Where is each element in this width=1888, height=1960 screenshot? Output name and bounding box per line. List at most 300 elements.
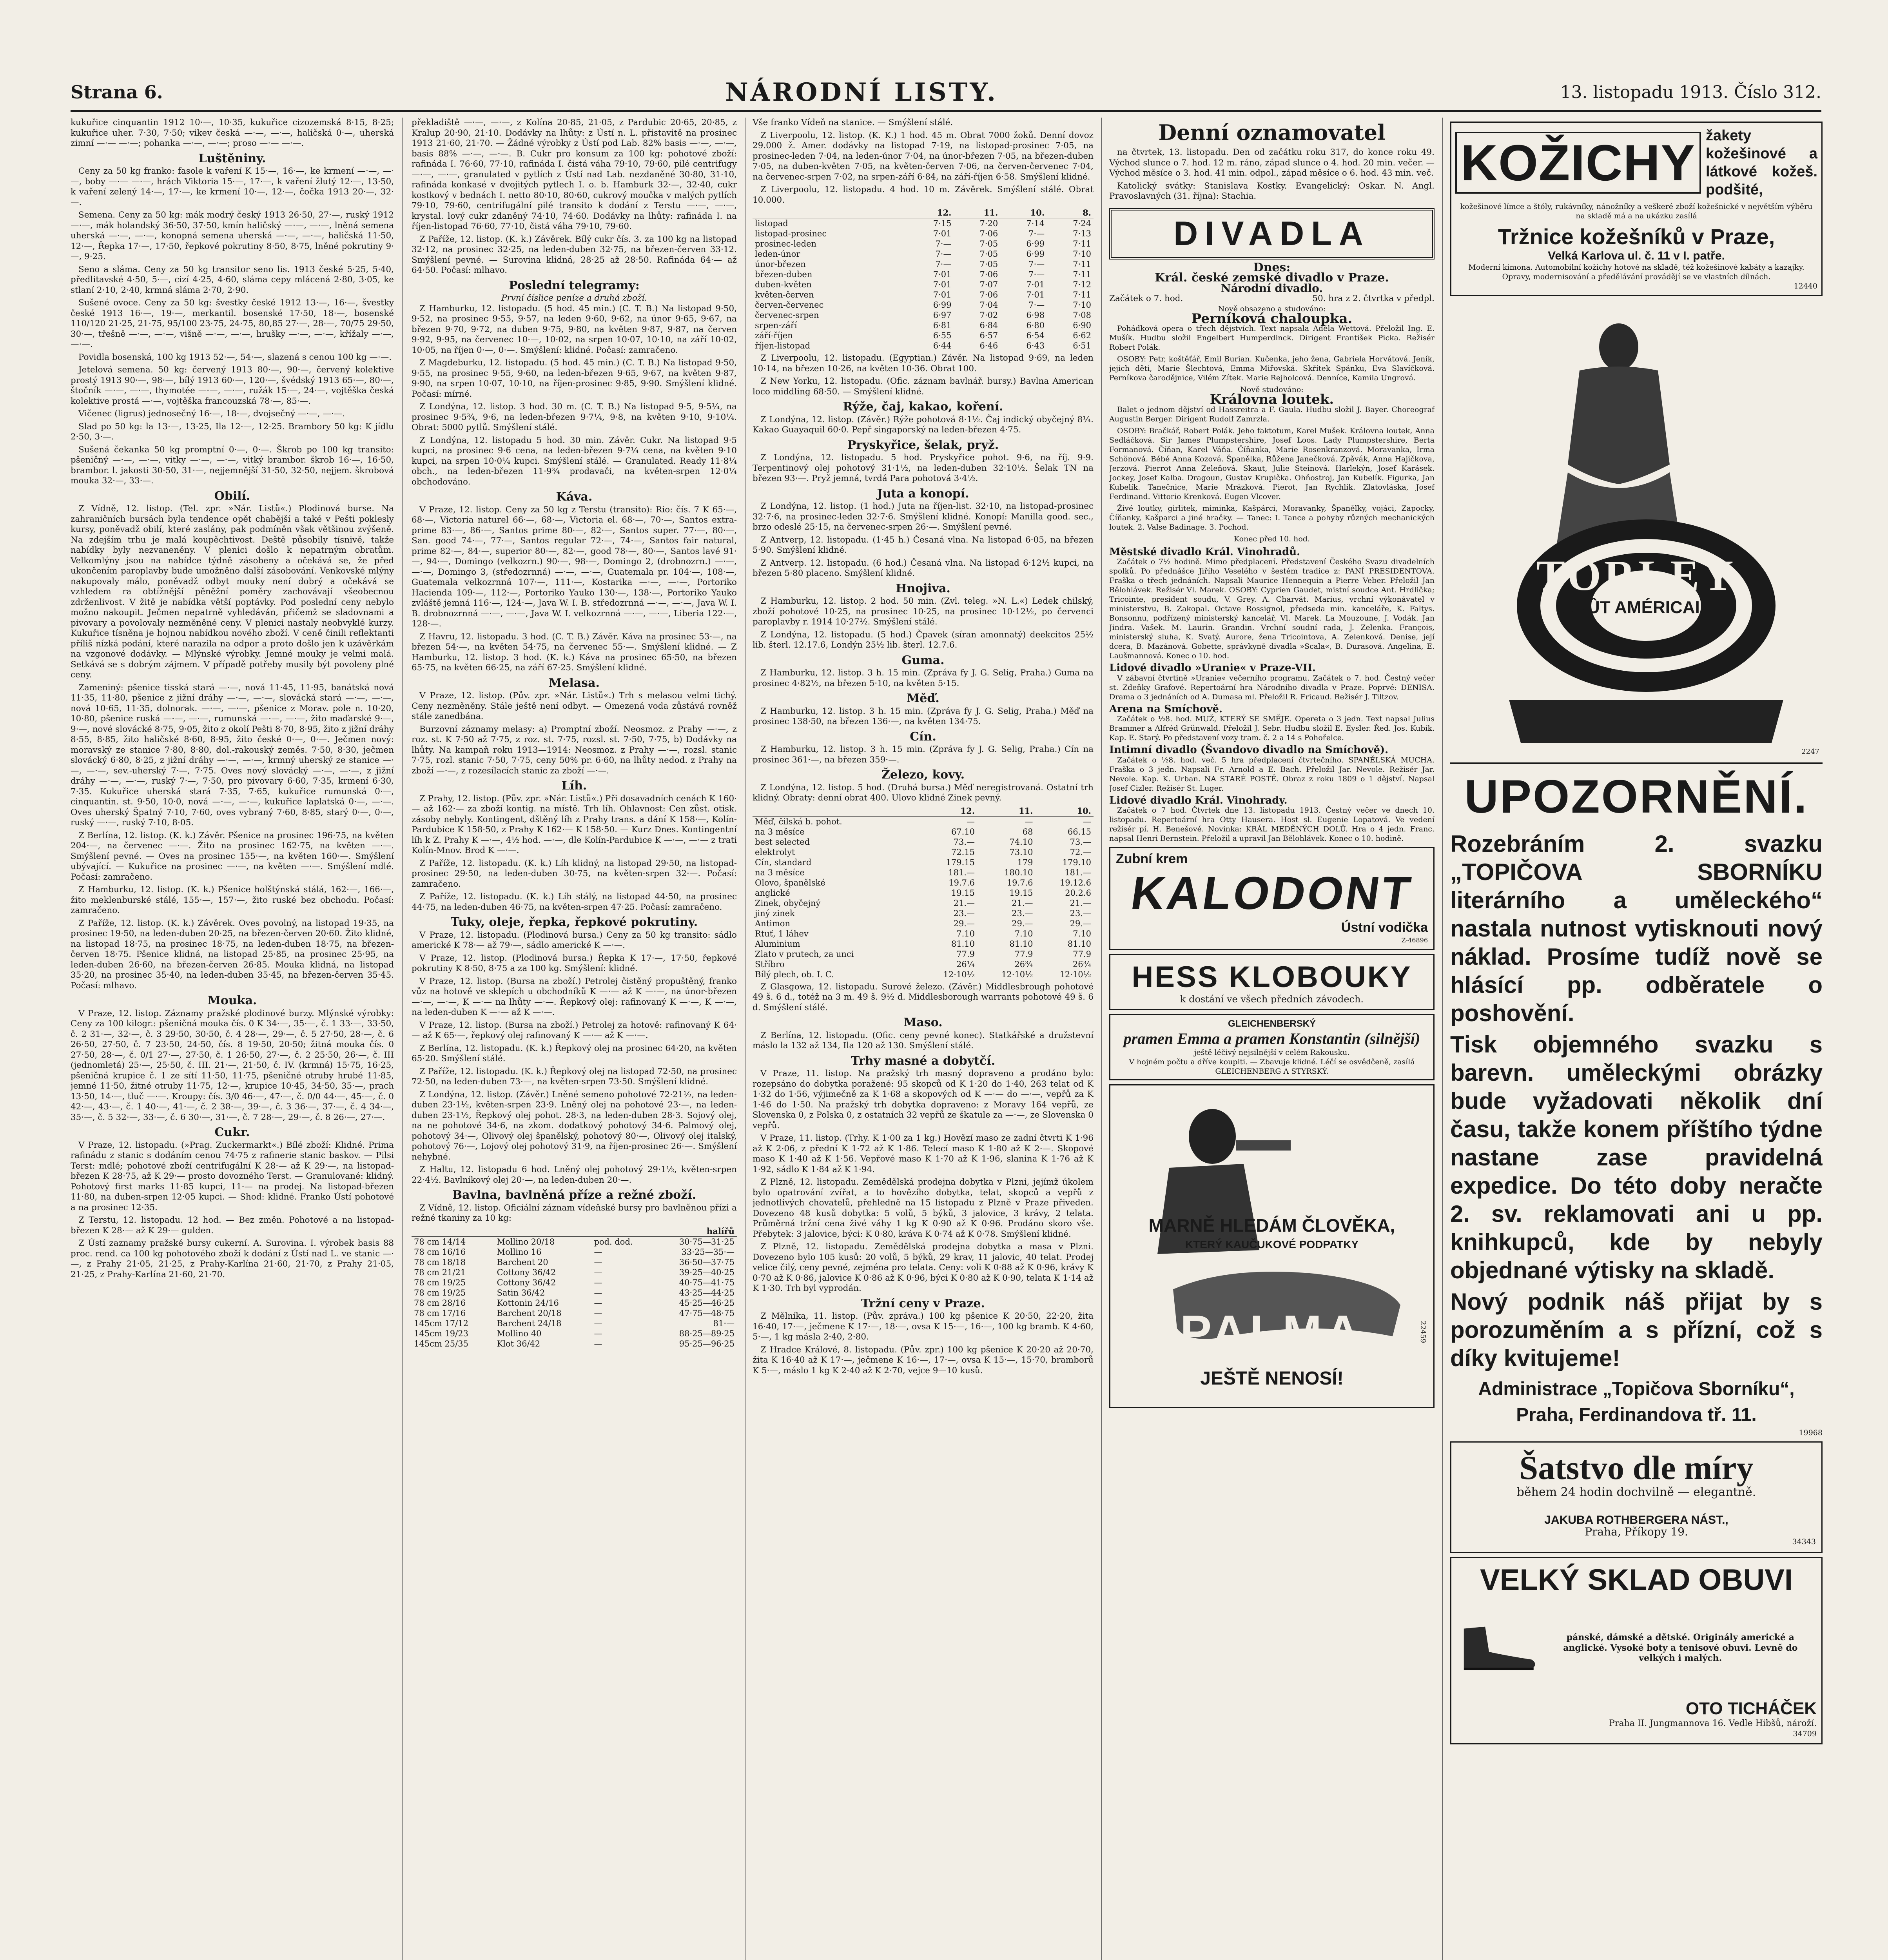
table-cell: 77.9: [1073, 949, 1091, 959]
table-cell: 181.—: [1065, 867, 1091, 877]
topic-announcement: [1450, 762, 1823, 1437]
table-cell: 7·08: [1073, 310, 1091, 320]
table-cell: 6·46: [979, 341, 998, 350]
table-cell: —: [1083, 817, 1091, 826]
table-cell: 7·05: [979, 239, 998, 249]
table-cell: —: [1025, 817, 1033, 826]
table-cell: 7·15: [933, 219, 952, 228]
column-1: [71, 118, 394, 1960]
table-cell: Olovo, španělské: [755, 878, 825, 887]
torley-logo: TORLEY: [1536, 552, 1737, 599]
market-paragraph: Z Liverpoolu, 12. listop. (K. K.) 1 hod. 45 m. Obrat 7000 žoků. Denní dovoz 29.000 ž. Amer. dodávky na listopad 7·19, na listopad-prosinec 7·05, na prosinec-leden 7·04, na leden-únor 7·04, na únor-březen 7·05, na březen-duben 7·05, na duben-květen 7·05, na květen-červen 7·06, na červen-červenec 7·04, na červenec-srpen 7·02, na srpen-září 6·84, na září-říjen 6·58. Smýšlení klidné.: [753, 130, 1094, 182]
table-cell: 7·02: [979, 310, 998, 320]
table-cell: 74.10: [1009, 837, 1033, 847]
market-paragraph: Z Plzně, 12. listopadu. Zemědělská prodejna dobytka a masa v Plzni. Dovezeno bylo 105 kusů: 20 volů, 5 býků, 29 krav, 11 jalovic, 40 telat. Prodej velice čilý, ceny pevné, zejména pro telata. Ceny: voli K 0·88 až K 0·96, krávy K 0·70 až K 0·86, jalovice K 0·86 až K 0·96, býci K 0·80 až K 0·90, telata K 1·14 až K 1·30. Trh byl vyprodán.: [753, 1242, 1094, 1293]
market-paragraph: Z Hradce Králové, 8. listopadu. (Pův. zpr.) 100 kg pšenice K 20·20 až 20·70, žita K 16·40 až K 17·—, ječmene K 16·—, 17·—, ovsa K 15·—, 15·70, bramborů K 5·—, máslo 1 kg K 2·40 až K 2·70, vejce 9—10 kusů.: [753, 1345, 1094, 1376]
theatre-name: Městské divadlo Král. Vinohradů.: [1109, 546, 1300, 558]
daily-notes: na čtvrtek, 13. listopadu. Den od začátku roku 317, do konce roku 49. Východ slunce o 7. hod. 12 m. ráno, západ slunce o 4. hod. 20 min. večer. — Východ měsíce o 3. hod. 41 min. odpol., západ měsíce o 6. hod. 43 min. več.: [1109, 147, 1435, 178]
table-cell: červenec-srpen: [755, 310, 819, 320]
column-rule: [1101, 118, 1102, 1960]
table-row: [753, 320, 1094, 330]
table-cell: 7·10: [1073, 249, 1091, 259]
table-row: [753, 888, 1094, 898]
table-cell: 43·25—44·25: [679, 1288, 735, 1298]
table-cell: říjen-listopad: [755, 341, 811, 350]
table-header-cell: 10.: [1000, 208, 1047, 218]
section-title: Měď.: [907, 691, 939, 705]
market-paragraph: Povidla bosenská, 100 kg 1913 52·—, 54·—, slazená s cenou 100 kg —·—.: [78, 352, 392, 362]
table-cell: 6·97: [933, 310, 952, 320]
table-header-cell: [753, 208, 907, 218]
table-cell: 7·06: [979, 270, 998, 279]
table-cell: 6·51: [1073, 341, 1091, 350]
section-title: Juta a konopí.: [877, 486, 969, 501]
table-cell: 179.15: [946, 857, 975, 867]
ad-text: k dostání ve všech předních závodech.: [1180, 993, 1364, 1005]
column-rule: [1442, 118, 1443, 1960]
market-paragraph: Z Berlína, 12. listop. (K. k.) Závěr. Pšenice na prosinec 196·75, na květen 204·—, na červenec —·—. Žito na prosinec 162·75, na květen —·—. Smýšlení pevné. — Oves na prosinec 155·—, na květen 160·—. Smýšlení ubývající. — Kukuřice na prosinec —·—, na květen —·—. Smýšlení mdlé. Počasí: zamračeno.: [71, 830, 394, 882]
ad-text: Moderní kimona. Automobilní kožichy hotové na skladě, též kožešinové kabáty a kazajky. Opravy, modernisování a předělávání provádějí se ve vlastních dílnách.: [1468, 263, 1805, 281]
section-title: Cukr.: [214, 1125, 250, 1139]
satstvo-ad: [1450, 1441, 1823, 1553]
table-cell: 72.15: [951, 847, 975, 857]
play-description: Balet o jednom dějství od Hassreitra a F. Gaula. Hudbu složil J. Bayer. Choreograf Augustin Berger. Dirigent Rudolf Zamrzla.: [1109, 405, 1435, 423]
table-cell: 7.10: [956, 929, 975, 938]
market-paragraph: Z Londýna, 12. listop. (Závěr.) Lněné semeno pohotové 72·21½, na leden-duben 23·1½, květen-srpen 23·9. Lněný olej na pohotové 23·—, na leden-duben 23·1½, Řepkový olej pohot. 28·3, na leden-duben 28·3. Sojový olej, na ne pohotové 34·6, na zkom. dodatkový pohotový 34·6. Palmový olej, pohotový 34·—, Olivový olej španělský, pohotový 80·—, Olivový olej italský, pohotový 76·—, Lojový olej pohotový 31·9, na říjen-prosinec 26·—. Smýšlení nehybné.: [412, 1089, 737, 1162]
table-cell: 7·01: [1026, 280, 1045, 289]
table-row: [753, 269, 1094, 279]
ad-label: Zubní krem: [1116, 851, 1188, 866]
table-header-cell: [591, 1226, 653, 1237]
ad-address: Praha II. Jungmannova 16. Vedle Hibšů, nároží.: [1609, 1719, 1817, 1728]
market-paragraph: V Praze, 12. listop. Ceny za 50 kg z Terstu (transito): Rio: čís. 7 K 65·—, 68·—, Victoria naturel 66·—, 68·—, Victoria el. 68·—, 70·—, Santos extra-prime 83·—, 86·—, Santos prime 80·—, 82·—, Santos super. 77·—, 80·—, San. good 74·—, 77·—, Santos regular 72·—, 74·—, Santos fair natural, prime 82·—, 84·—, superior 80·—, 82·—, good 78·—, 80·—, Santos lavé 91·—, 94·—, Domingo (velkozrn.) 90·—, 98·—, Domingo 2, (drobnozrn.) —·—, —·—, Domingo 3, (středozrnná) —·—, —·—, Guatemala pr. 104·—, 108·—, Guatemala velkozrnná 107·—, 111·—, Kostarika —·—, —·—, Portoriko Hacienda 109·—, 112·—, Portoriko Yauko 130·—, 138·—, Portoriko Yauko zvláště jemná 116·—, 124·—, Java W. I. B. středozrnná —·—, —·—, Java W. I. B. drobnozrnná —·—, —·—, Java W. I. velkozrnná —·—, —·—, Liberia 122·—, 128·—.: [412, 505, 737, 629]
table-cell: 7·05: [979, 260, 998, 269]
table-cell: 39·25—40·25: [679, 1267, 735, 1277]
masthead: [71, 74, 1821, 112]
table-cell: 29.—: [1012, 918, 1033, 928]
market-paragraph: Z Antverp, 12. listopadu. (1·45 h.) Česaná vlna. Na listopad 6·05, na březen 5·90. Smýšlení klidné.: [753, 535, 1094, 555]
liverpool-cotton-table: [753, 208, 1094, 351]
table-cell: 181.—: [948, 867, 975, 877]
table-cell: Zinek, obyčejný: [755, 898, 821, 908]
market-paragraph: Z Paříže, 12. listopadu. (K. k.) Řepkový olej na listopad 72·50, na prosinec 72·50, na leden-duben 73·—, na květen-srpen 73·50. Smýšlení klidné.: [412, 1066, 737, 1087]
table-cell: 73.—: [1070, 837, 1091, 847]
figure-body-icon: [1568, 367, 1670, 484]
table-cell: Stříbro: [755, 959, 785, 969]
kalodont-logo: KALODONT: [1128, 867, 1416, 919]
table-cell: 6·99: [933, 300, 952, 310]
market-paragraph: Z Paříže, 12. listop. (K. k.) Závěrek. Bílý cukr čís. 3. za 100 kg na listopad 32·12, na prosinec 32·25, na leden-duben 32·75, na březen-červen 33·12. Smýšlení pevné. — Surovina klidná, 28·25 až 28·50. Rafináda 64·— až 64·50. Počasí: mlhavo.: [412, 234, 737, 275]
section-title: Rýže, čaj, kakao, koření.: [843, 400, 1003, 414]
table-row: [412, 1308, 737, 1318]
table-cell: 77.9: [956, 949, 975, 959]
ad-text: pánské, dámské a dětské. Originály americké a anglické. Vysoké boty a tenisové obuvi. Levně do velkých i malých.: [1563, 1632, 1798, 1664]
table-cell: Mollino 16: [497, 1247, 542, 1257]
table-cell: 26¾: [1072, 959, 1091, 969]
ad-text: kožešinové límce a štóly, rukávníky, nánožníky a veškeré zboží kožešnické v největším výběru na skladě má a na ukázku zasílá: [1460, 202, 1813, 220]
table-cell: na 3 měsíce: [755, 867, 805, 877]
table-cell: —: [594, 1257, 602, 1267]
ad-number: 34343: [1792, 1537, 1816, 1546]
cotton-yarn-table: [412, 1226, 737, 1349]
torley-slogan: GOÛT AMÉRICAIN: [1560, 598, 1712, 617]
table-cell: Satin 36/42: [497, 1288, 545, 1298]
market-paragraph: Z Magdeburku, 12. listopadu. (5 hod. 45 min.) (C. T. B.) Na listopad 9·50, 9·55, na prosinec 9·55, 9·60, na leden-březen 9·65, 9·67, na květen 9·87, 9·90, na srpen 10·07, 10·10, na říjen-prosinec 9·85, 9·90. Smýšlení klidné. Počasí: mírné.: [412, 358, 737, 399]
table-row: [412, 1278, 737, 1288]
table-cell: na 3 měsíce: [755, 827, 805, 837]
table-cell: 29.—: [953, 918, 975, 928]
table-cell: 7·11: [1073, 260, 1091, 269]
ad-heading: GLEICHENBERSKÝ: [1228, 1018, 1316, 1029]
market-paragraph: V Praze, 12. listop. Záznamy pražské plodinové burzy. Mlýnské výrobky: Ceny za 100 kilogr.: pšeničná mouka čís. 0 K 34·—, 35·—, č. 1 33·—, 33·50, č. 2 31·—, 32·—, č. 3 29·50, 30·50, č. 4 28·—, 29·—, č. 5 27·50, 28·—, č. 6 26·50, 27·50, č. 7 23·50, 24·50, čís. 8 19·50, 20·50; žitná mouka čís. 0 27·50, 28·—, č. 0/1 27·—, 27·50, č. 1 26·50, 27·—, č. 2 25·50, 26·—, č. III (jednomletá) 25·—, 25·50, č. III. 21·—, 21·50, č. IV. (krmná) 15·75, 16·25, pšeničná krupice č. 1 ze sítí 11·50, 11·75, pšeničné otruby hrubé 11·85, jemné 11·50, žitné otruby 11·75, 12·—, krupice 10·45, 34·50, 35·—, prach 13·50, 14·—, tluč —·—. Kroupy: čís. 3/0 46·—, 47·—, č. 0/0 44·—, 45·—, č. 0 42·—, 43·—, č. 1 40·—, 41·—, č. 2 38·—, 39·—, č. 3 36·—, 37·—, č. 4 34·—, 35·—, č. 5 32·—, 33·—, č. 6 30·—, 31·—, č. 7 28·—, 29·—, č. 8 26·—, 27·—.: [71, 1008, 394, 1122]
table-cell: Barchent 20/18: [497, 1308, 562, 1318]
table-cell: —: [594, 1278, 602, 1287]
section-title: Železo, kovy.: [881, 768, 965, 782]
table-header-cell: 12.: [907, 208, 954, 218]
market-paragraph: Z Liverpoolu, 12. listopadu. (Egyptian.) Závěr. Na listopad 9·69, na leden 10·14, na březen 10·26, na květen 10·36. Obrat 100.: [753, 353, 1094, 374]
table-cell: 12·10½: [1059, 969, 1091, 979]
table-cell: —: [594, 1339, 602, 1348]
figure-head-icon: [1599, 323, 1638, 370]
section-title: Káva.: [556, 490, 593, 504]
table-cell: —: [594, 1267, 602, 1277]
table-cell: —: [594, 1298, 602, 1308]
announcement-body: Nový podnik náš přijat by s porozuměním a s přízní, což s díky kvitujeme!: [1450, 1289, 1823, 1371]
table-cell: 7·01: [933, 280, 952, 289]
table-cell: 179.10: [1062, 857, 1091, 867]
ad-text: během 24 hodin dochvilně — elegantně.: [1516, 1485, 1756, 1499]
ad-title: VELKÝ SKLAD OBUVI: [1480, 1563, 1793, 1597]
start-time: Začátek o 7. hod.: [1109, 294, 1183, 303]
table-row: [412, 1339, 737, 1349]
table-cell: 36·50—37·75: [679, 1257, 735, 1267]
column-2: [412, 118, 737, 1960]
table-cell: anglické: [755, 888, 790, 898]
table-cell: 7·12: [1073, 280, 1091, 289]
play-description: Pohádková opera o třech dějstvích. Text napsala Adéla Wettová. Přeložil Ing. E. Mušík. Hudbu složil Engelbert Humperdinck. Dirigent František Picka. Režisér Robert Polák.: [1109, 324, 1435, 352]
table-row: [412, 1298, 737, 1308]
table-row: [753, 847, 1094, 857]
market-paragraph: Z Londýna, 12. listop. 5 hod. (Druhá bursa.) Měď neregistrovaná. Ostatní trh klidný. Obraty: denní obrat 400. Ulovo klidné Zinek pevný.: [753, 782, 1094, 803]
table-cell: 145cm 25/35: [414, 1339, 468, 1348]
table-cell: leden-únor: [755, 249, 800, 259]
column-rule: [402, 118, 403, 1960]
table-row: [753, 816, 1094, 827]
table-cell: 7·11: [1073, 290, 1091, 299]
theatre-name: Intimní divadlo (Švandovo divadlo na Smíchově).: [1109, 744, 1389, 756]
table-header-cell: [412, 1226, 495, 1237]
table-cell: srpen-září: [755, 321, 797, 330]
market-paragraph: Z Berlína, 12. listopadu. (K. k.) Řepkový olej na prosinec 64·20, na květen 65·20. Smýšlení stálé.: [412, 1043, 737, 1063]
table-cell: 29.—: [1070, 918, 1091, 928]
table-cell: —: [594, 1247, 602, 1257]
market-paragraph: překladiště —·—, —·—, z Kolína 20·85, 21·05, z Pardubic 20·65, 20·85, z Kralup 20·90, 21·10. Dodávky na lhůty: z Ústí n. L. přistavitě na prosinec 1913 21·60, 21·70. — Žádné výrobky z Ústí pod Lab. 82% basis —·—, —·—, basis 88% —·—, —·—. B. Cukr pro konsum za 100 kg: pohotové zboží: rafináda I. 76·60, 77·10, rafináda I. čistá váha 79·10, 79·60, pilé centrifugy —·—, —·—, granulated v pytlích z Ústí nad Lab. nezdaněné 30·80, 31·10, rafináda konkasé v dvojitých pytlech I. o. b. Hamburk 32·—, 32·40, cukr kostkový v bednách I. netto 80·10, 80·60, cukrový moučka v malých pytlích 79·10, 79·60, centrifugální pilé transito k dodání z Terstu —·—, —·—, krystal. lový cukr zdaněný 74·10, 74·60. Dodávky na lhůty: rafináda I. na říjen-listopad 76·60, 77·10, čistá váha 79·10, 79·60.: [412, 118, 737, 231]
market-paragraph: Z Vídně, 12. listop. Oficiální záznam vídeňské bursy pro bavlněnou přízi a režné tkaniny za 10 kg:: [412, 1203, 737, 1223]
table-cell: Mollino 40: [497, 1328, 542, 1338]
table-cell: 6·43: [1026, 341, 1045, 350]
table-header-cell: halířů: [653, 1226, 737, 1237]
table-cell: 12·10½: [1001, 969, 1033, 979]
ad-heading: MARNĚ HLEDÁM ČLOVĚKA,: [1148, 1215, 1395, 1236]
table-row: [753, 908, 1094, 918]
table-cell: Mollino 20/18: [497, 1237, 555, 1247]
market-paragraph: Vičenec (ligrus) jednosečný 16·—, 18·—, dvojsečný —·—, —·—.: [78, 409, 345, 419]
theatre-name: Národní divadlo.: [1221, 281, 1323, 295]
play-title: Perníková chaloupka.: [1191, 310, 1353, 327]
market-paragraph: kukuřice cinquantin 1912 10·—, 10·35, kukuřice cizozemská 8·15, 8·25; kukuřice uher. 7·30, 7·50; vikev česká —·—, —·—, haličská 0·—, uherská zimní —·— —·—; pohanka —·—, —·—; proso —·— —·—.: [71, 118, 394, 148]
table-cell: 6·44: [933, 341, 952, 350]
ad-row: [1456, 1597, 1817, 1699]
table-cell: březen-duben: [755, 270, 813, 279]
market-paragraph: Z Londýna, 12. listop. 3 hod. 30 m. (C. T. B.) Na listopad 9·5, 9·5¼, na prosinec 9·5¾, 9·6, na leden-březen 9·7¼, 9·8, na květen 9·10, 9·10¼. Obrat: 5000 pytlů. Smýšlení stálé.: [412, 402, 737, 432]
market-paragraph: Z Paříže, 12. listopadu. (K. k.) Líh klidný, na listopad 29·50, na listopad-prosinec 29·50, na leden-duben 30·75, na květen-srpen 32·—. Počasí: zamračeno.: [412, 858, 737, 889]
table-cell: 7·—: [935, 249, 952, 259]
ad-number: 34709: [1793, 1729, 1817, 1738]
cast-list: Živé loutky, girlitek, miminka, Kašpárci, Moravanky, Španělky, vojáci, Zapocky, Číňanky, Kašparci a jiné hračky. — Tanec: I. Tance a pohyby různých mechanických loutek. 2. Valse Badinage. 3. Pochod.: [1109, 504, 1435, 532]
market-paragraph: Z Hamburku, 12. listop. 3 h. 15 min. (Zpráva fy J. G. Selig, Praha.) Měď na prosinec 138·50, na březen 136·—, na květen 134·75.: [753, 706, 1094, 726]
table-cell: 180.10: [1004, 867, 1033, 877]
table-cell: Cín, standard: [755, 857, 812, 867]
ad-number: 19968: [1799, 1428, 1823, 1437]
ad-text: žakety kožešinové a látkové kožeš. podšité,: [1706, 127, 1817, 198]
table-cell: —: [594, 1318, 602, 1328]
table-cell: 7·05: [979, 249, 998, 259]
section-title: Trhy masné a dobytčí.: [851, 1054, 996, 1068]
section-title: Mouka.: [207, 994, 257, 1007]
kozichy-ad: [1450, 122, 1823, 296]
ad-number: 22459: [1419, 1321, 1427, 1343]
table-cell: 7·—: [935, 260, 952, 269]
table-cell: Cottony 36/42: [497, 1267, 556, 1277]
play-description: Začátek o 7 hod. Čtvrtek dne 13. listopadu 1913. Čestný večer ve dnech 10. listopadu. Repertoární hra Otty Hausera. Host sl. Eugenie Lopatová. Ve vedení režisér pí. H. Benešové. Novinka: KRÁL MEDĚNÝCH DOLŮ. Hra o 4 jedn. Franc. napsal Henri Bernstein. Přeložil a upravil Jan Bělohlávek. Konec o 10. hodině.: [1109, 806, 1435, 843]
column-5: [1450, 118, 1823, 1960]
table-cell: 23.—: [1012, 908, 1033, 918]
section-title: Tuky, oleje, řepka, řepkové pokrutiny.: [450, 915, 698, 929]
announcement-body: Tisk objemného svazku s barevn. uměleckými obrázky bude vyžadovati několik dní času, takže konem příštího týdne nastane zase pravidelná expedice. Do této doby neračte 2. sv. reklamovati ani u pp. knihkupců, kde by nebyly objednané výtisky na skladě.: [1450, 1031, 1823, 1283]
table-cell: Zlato v prutech, za unci: [755, 949, 854, 959]
table-cell: listopad: [755, 219, 788, 228]
table-cell: 6·54: [1026, 331, 1045, 340]
ending-time: Konec před 10. hod.: [1233, 534, 1310, 543]
table-cell: 7·01: [933, 270, 952, 279]
table-cell: 6·90: [1073, 321, 1091, 330]
table-row: [753, 310, 1094, 320]
market-paragraph: Z Haltu, 12. listopadu 6 hod. Lněný olej pohotový 29·1½, květen-srpen 22·4½. Bavlníkový olej 20·—, na leden-duben 20·—.: [412, 1165, 737, 1185]
table-cell: 21.—: [1012, 898, 1033, 908]
market-paragraph: Z Hamburku, 12. listop. (K. k.) Pšenice holštýnská stálá, 162·—, 166·—, žito meklenburské stálé, 155·—, 157·—, žito ruské bez obchodu. Počasí: zamračeno.: [71, 885, 394, 915]
market-paragraph: Z Prahy, 12. listop. (Pův. zpr. »Nár. Listů«.) Při dosavadních cenách K 160·— až 162·— za zboží kontig. na místě. Trh líh. Ohlavnost: Cen zůst. otisk. zásoby nebyly. Kontingent, dštěný líh z Prahy trans. a dání K 158·—, Kolín-Pardubice K 158·50, z Prahy K 162·— K 158·50. — Kurz Dnes. Kontingentní líh k Z. Prahy K —·—, 4½ hod. —·—, dle Kolín-Pardubice K —·—, —·— z trati Kolín-Mnov. Brod K —·—.: [412, 793, 737, 855]
play-title: Královna loutek.: [1210, 392, 1334, 407]
announcement-signature: Administrace „Topičova Sborníku“, Praha, Ferdinandova tř. 11.: [1478, 1379, 1795, 1425]
table-cell: 78 cm 17/16: [414, 1308, 466, 1318]
market-paragraph: Z Ústí zaznamy pražské bursy cukerní. A. Surovina. I. výrobek basis 88 proc. rend. ca 100 kg pohotového zboží k dodání z Ústí nad L. ve stanic —·—, z Prahy 21·05, 21·25, z Prahy-Karlína 21·60, 21·70, z Prahy 21·05, 21·25, z Prahy-Karlína 21·60, 21·70.: [71, 1238, 394, 1279]
market-paragraph: Z Mělníka, 11. listop. (Pův. zpráva.) 100 kg pšenice K 20·50, 22·20, žita 16·40, 17·—, ječmene K 17·—, 18·—, ovsa K 15·—, 16·—, 100 kg bramb. K 4·60, 5·—, 1 kg másla 2·40, 2·80.: [753, 1311, 1094, 1342]
table-row: [412, 1267, 737, 1278]
table-row: [753, 837, 1094, 847]
table-cell: 7.10: [1073, 929, 1091, 938]
table-cell: 7·06: [979, 290, 998, 299]
table-cell: —: [594, 1308, 602, 1318]
column-3: [753, 118, 1094, 1960]
table-cell: 6·80: [1026, 321, 1045, 330]
table-body: [753, 218, 1094, 351]
table-cell: 88·25—89·25: [679, 1328, 735, 1338]
table-cell: 21.—: [953, 898, 975, 908]
table-cell: —: [594, 1288, 602, 1298]
ad-label: Ústní vodička: [1341, 920, 1428, 935]
market-paragraph: Semena. Ceny za 50 kg: mák modrý český 1913 26·50, 27·—, ruský 1912 —·—, mák holandský 36·50, 37·50, kmín haličský —·—, —·—, lněná semena uherská —·—, —·—, konopná semena uherská —·—, —·—, haličská 11·50, 12·—, Řepka 17·—, 17·50, řepkové pokrutiny 8·50, 8·75, lněné pokrutiny 9·—, 9·25.: [71, 210, 394, 261]
table-cell: Antimon: [755, 918, 790, 928]
table-row: [753, 898, 1094, 908]
table-cell: 47·75—48·75: [679, 1308, 735, 1318]
cast-list: OSOBY: Petr, koštěťář, Emil Burian. Kučenka, jeho žena, Gabriela Horvátová. Jeník, jejich děti, Marie Šlechtová, Emma Miřovská. Skřítek Spánku, Eva Slavíčková. Perníkova čarodějnice, Vilém Zítek. Marie Rejholcová. Denníce, Kamila Ungrová.: [1109, 355, 1435, 382]
hess-logo: HESS KLOBOUKY: [1132, 960, 1412, 994]
kozichy-logo: KOŽICHY: [1455, 132, 1701, 194]
theatre-name: Král. české zemské divadlo v Praze.: [1155, 271, 1389, 285]
table-header-cell: [753, 806, 919, 817]
table-cell: 20.2.6: [1065, 888, 1091, 898]
table-cell: 6·62: [1073, 331, 1091, 340]
table-cell: červen-červenec: [755, 300, 824, 310]
table-cell: 6·99: [1026, 249, 1045, 259]
market-paragraph: Z Londýna, 12. listop. (1 hod.) Juta na říjen-list. 32·10, na listopad-prosinec 32·7·6, na prosinec-leden 32·7·6. Smýšlení klidné. Konopí: Manilla good. sec., brzo odeslé 25·15, na červenec-srpen 26·—. Smýšlení pevné.: [753, 501, 1094, 532]
table-cell: 179: [1017, 857, 1033, 867]
ad-text: V hojném počtu a dříve koupiti. — Zbavuje klidné. Léčí se osvědčeně, zasílá GLEICHENBERG A STYRSKÝ.: [1129, 1058, 1415, 1076]
table-cell: listopad-prosinec: [755, 229, 827, 238]
table-row: [753, 867, 1094, 878]
table-cell: 78 cm 18/18: [414, 1257, 466, 1267]
market-paragraph: V Praze, 12. listop. (Pův. zpr. »Nár. Listů«.) Trh s melasou velmi tichý. Ceny nezměněny. Stále ještě není odbyt. — Omezená voda zůstává rovněž stále zanedbána.: [412, 691, 737, 721]
market-paragraph: Z Liverpoolu, 12. listopadu. 4 hod. 10 m. Závěrek. Smýšlení stálé. Obrat 10.000.: [753, 185, 1094, 205]
theatre-name: Lidové divadlo »Uranie« v Praze-VII.: [1109, 662, 1316, 674]
section-subtitle: První číslice peníze a druhá zboží.: [501, 293, 647, 303]
market-paragraph: Sušené ovoce. Ceny za 50 kg: švestky české 1912 13·—, 16·—, švestky české 1913 16·—, 19·—, merkantil. bosenské 17·50, 18·—, bosenské 110/120 21·25, 21·75, 95/100 23·75, 24·75, 80,85 27·—, 28·—, 70/75 29·50, 30·—, třešně —·—, —·—, višně —·—, —·—, hrušky —·—, —·—, křížaly —·—, —·—.: [71, 298, 394, 349]
table-cell: 7·—: [1028, 300, 1045, 310]
table-cell: 7·01: [933, 290, 952, 299]
table-cell: 7·—: [1028, 270, 1045, 279]
market-paragraph: Sušená čekanka 50 kg promptní 0·—, 0·—. Škrob po 100 kg transito: pšeničný —·—, —·—, vitky —·—, —·—, vitký brambor. škrob 16·—, 16·50, brambor. l. jakosti 30·50, 31·—, nejjemnější 31·50, 32·50, nejjem. škrobová mouka 32·—, 33·—.: [71, 445, 394, 486]
table-header-cell: 12.: [919, 806, 977, 817]
table-cell: 6·57: [979, 331, 998, 340]
table-cell: 145cm 19/23: [414, 1328, 468, 1338]
market-paragraph: Vše franko Vídeň na stanice. — Smýšlení stálé.: [753, 118, 953, 127]
kalodont-ad: [1109, 847, 1435, 950]
table-cell: 7·—: [1028, 229, 1045, 238]
ad-address: Velká Karlova ul. č. 11 v I. patře.: [1548, 249, 1725, 262]
table-body: [412, 1236, 737, 1349]
ad-company: OTO TICHÁČEK: [1685, 1699, 1817, 1718]
table-cell: 7·01: [933, 229, 952, 238]
market-paragraph: Z Plzně, 12. listopadu. Zemědělská prodejna dobytka v Plzni, jejímž úkolem bylo opatrování zvířat, a to hovězího dobytka, telat, skopců a vepřů z jednotlivých chovatelů, přehledně na 15 listopadu z Plzně v Praze přiveden. Dovezeno 48 kusů dobytka: 5 volů, 5 býků, 3 jalovice, 3 krávy, 2 telata. Průměrná tržní cena živé váhy 1 kg K 0·90 až K 0·96. Prodáno skoro vše. Přebytek: 3 jalovice, býci: K 0·80, kráva K 0·74 až K 0·78. Smýšlení klidné.: [753, 1177, 1094, 1239]
table-cell: září-říjen: [755, 331, 793, 340]
table-header-cell: [495, 1226, 592, 1237]
market-paragraph: Z Glasgowa, 12. listopadu. Surové železo. (Závěr.) Middlesbrough pohotové 49 š. 6 d., totéž na 3 m. 49 š. 9½ d. Middlesborough warrants pohotové 49 š. 6 d. Smýšlení stálé.: [753, 982, 1094, 1013]
table-cell: Měď, čilská b. pohot.: [755, 817, 842, 826]
table-cell: best selected: [755, 837, 810, 847]
table-cell: 67.10: [951, 827, 975, 837]
ad-text: ještě léčivý nejsilnější v celém Rakousku.: [1194, 1048, 1350, 1057]
section-title: Hnojiva.: [896, 581, 950, 595]
play-description: Začátek o ½8. hod. več. 5 hra předplacení čtvrtečního. SPANĚLSKÁ MUCHA. Fraška o 3 jedn. Napsali Fr. Arnold a E. Bach. Přeložil Jar. Nevole. Režisér Jar. Nevole. Kap. K. Urban. NA STARÉ POSTĚ. Obraz z roku 1809 o 1 dějství. Napsal Josef Cizler. Režisér St. Luger.: [1109, 755, 1435, 793]
section-title: Pryskyřice, šelak, pryž.: [847, 438, 999, 452]
announcement-body: Rozebráním 2. svazku „TOPIČOVA SBORNÍKU literárního a uměleckého“ nastala nutnost vytisknouti nový náklad. Prosíme tudíž nově se hlásící pp. odběratele o poshovění.: [1450, 831, 1823, 1026]
ad-number: Z-46896: [1401, 936, 1428, 944]
theatre-name: Lidové divadlo Král. Vinohrady.: [1109, 794, 1288, 806]
table-cell: 33·25—35·—: [681, 1247, 735, 1257]
torley-illustration: [1450, 300, 1823, 762]
ad-number: 12440: [1794, 282, 1817, 290]
table-cell: 19.7.6: [949, 878, 975, 887]
table-cell: Klot 36/42: [497, 1339, 540, 1348]
market-paragraph: Z Terstu, 12. listopadu. 12 hod. — Bez změn. Pohotové a na listopad-březen K 28·— až K 29·— gulden.: [71, 1215, 394, 1236]
market-paragraph: Z Paříže, 12. listopadu. (K. k.) Líh stálý, na listopad 44·50, na prosinec 44·75, na leden-duben 46·75, na květen-srpen 47·25. Počasí: zamračeno.: [412, 892, 737, 912]
market-paragraph: Jetelová semena. 50 kg: červený 1913 80·—, 90·—, červený kolektive prostý 1913 90·—, 98·—, bílý 1913 60·—, 120·—, švédský 1913 65·—, 80·—, štočník —·—, —·—, thymotée —·—, —·—, ružák 15·—, 24·—, vojtěška česká kolektive prostá —·—, vojtěška francouzská 78·—, 85·—.: [71, 365, 394, 406]
market-paragraph: Z Vídně, 12. listop. (Tel. zpr. »Nár. Listů«.) Plodinová burse. Na zahraničních bursách byla tendence opět chabější a také v Pešti poklesly kursy, poněvadž obilí, které zaslány, pak podmíněn však většinou zvýšeně. Na zdejším trhu je malá koupěchtivost. Deště působily tísnivě, takže nabídky byly nezvaneněny. V plenici došlo k nepatrným obratům. Velkomlýny jsou na nabídce týdně zásobeny a očekává se, že před ukončením paroplavby bude umožněno další zásobování. Venkovské mlýny nakupovaly málo, poněvadž odbyt mouky není dobrý a očekává se vzhledem ra obtížnější pěněžní poměry zachovávají všeobecnou zdrženlivost. V žitě je nabídka větší poptávky. Pod poslední ceny nebylo možno nakoupit. Ječmen nepatrně vyhledáván, přičemž se sladovnami a pivovary a povolovaly nezměněné ceny. V plenici nastaly neobvyklé kurzy. Kukuřice tísněna je hojnou nabídkou nového zboží. V ceně činili reflektanti příliš nízká podání, které narazila na odpor a proto došlo jen k uzávěrkám na vzgonové dodávky. — Mlýnské výrobky. Jemné mouky je velmi malá. Setkává se s dobrým zájmem. V případě potřeby musily být povoleny plné ceny.: [71, 504, 394, 680]
table-cell: 78 cm 16/16: [414, 1247, 466, 1257]
table-row: [753, 279, 1094, 290]
table-cell: 6·55: [933, 331, 952, 340]
table-row: [753, 218, 1094, 229]
market-paragraph: V Praze, 12. listop. (Plodinová bursa.) Řepka K 17·—, 17·50, řepkové pokrutiny K 8·50, 8·75 a za 100 kg. Smýšlení: klidné.: [412, 953, 737, 973]
ad-title: pramen Emma a pramen Konstantin (silnější): [1123, 1030, 1420, 1047]
cast-list: OSOBY: Bračkář, Robert Polák. Jeho faktotum, Karel Mušek. Královna loutek, Anna Sedláčková. Sir James Plumpstershire, Josef Loos. Lady Plumpstershire, Berta Formanová. Číňan, Karel Váňa. Číňanka, Marie Rosenkranzová. Moravanka, Irma Schönová. Bébé Anna Kozová. Španělka, Růžena Janečková. Zpěvák, Anna Hajičkova, Jerzová. Pierrot Anna Zeleňová. Skaut, Julie Steinová. Harlekýn, Josef Karásek. Jockey, Josef Kalba. Dragoun, Gustav Krupička. Ohňostroj, Jan Kubelík. Figurka, Jan Kubelík. Tanečnice, Marie Mrázková. Pierot, Jan Rychlík. Zlatovláska, Josef Ferdinand. Vittorio Krenková. Eugen Vlcover.: [1109, 426, 1435, 501]
man-head-icon: [1189, 1109, 1236, 1164]
market-paragraph: Z Berlína, 12. listopadu. (Ofic. ceny pevné konec). Statkářské a družstevní máslo la 132 až 134, Ila 120 až 130. Smýšlení stálé.: [753, 1030, 1094, 1051]
market-paragraph: Z Londýna, 12. listopadu. (5 hod.) Čpavek (síran amonnatý) deekcitos 25½ lib. šterl. 12.17.6, Londýn 25½ lib. šterl. 12.7.6.: [753, 630, 1094, 650]
market-paragraph: Z Havru, 12. listopadu. 3 hod. (C. T. B.) Závěr. Káva na prosinec 53·—, na březen 54·—, na květen 54·75, na červenec 55·—. Smýšlení klidné. — Z Hamburku, 12. listop. 3 hod. (K. k.) Káva na prosinec 65·50, na březen 65·75, na květen 66·25, na září 67·25. Smýšlení klidné.: [412, 632, 737, 673]
daily-notes-title: Denní oznamovatel: [1158, 120, 1386, 145]
table-header-cell: 10.: [1036, 806, 1094, 817]
table-row: [753, 259, 1094, 269]
market-paragraph: Z Antverp. 12. listopadu. (6 hod.) Česaná vlna. Na listopad 6·12½ kupci, na březen 5·80 placeno. Smýšlení klidné.: [753, 558, 1094, 578]
telescope-icon: [1236, 1140, 1291, 1151]
subscription-info: 50. hra z 2. čtvrtka v předpl.: [1312, 294, 1435, 303]
table-cell: 145cm 17/12: [414, 1318, 468, 1328]
table-cell: 26¼: [956, 959, 975, 969]
table-cell: 7·04: [979, 300, 998, 310]
table-cell: 78 cm 19/25: [414, 1288, 466, 1298]
table-cell: 7·14: [1026, 219, 1045, 228]
theatres-banner: DIVADLA: [1109, 208, 1435, 260]
theatre-name: Arena na Smíchově.: [1109, 703, 1222, 715]
table-cell: Rtuť, 1 láhev: [755, 929, 809, 938]
market-paragraph: Z New Yorku, 12. listopadu. (Ofic. záznam bavlnář. bursy.) Bavlna American loco middling 68·50. — Smýšlení klidné.: [753, 376, 1094, 397]
note: Nově obsazeno a studováno:: [1218, 304, 1326, 313]
table-row: [412, 1257, 737, 1267]
market-paragraph: Z Paříže, 12. listop. (K. k.) Závěrek. Oves povolný, na listopad 19·35, na prosinec 19·50, na leden-duben 20·25, na březen-červen 20·60. Žito klidné, na listopad 18·75, na prosinec 18·75, na leden-duben 18·75, na březen-červen 18·75. Pšenice klidná, na listopad 25·85, na prosinec 25·95, na leden-duben 26·60, na březen-červen 26·85. Mouka klidná, na listopad 35·20, na prosinec 35·40, na leden-duben 35·45, na březen-červen 35·45. Počasí: mlhavo.: [71, 918, 394, 991]
table-row: [753, 330, 1094, 341]
table-header-cell: 8.: [1047, 208, 1094, 218]
ad-text: KTERÝ KAUČUKOVÉ PODPATKY: [1185, 1238, 1359, 1250]
table-cell: 7·11: [1073, 270, 1091, 279]
section-title: Obilí.: [214, 489, 250, 503]
market-paragraph: Ceny za 50 kg franko: fasole k vaření K 15·—, 16·—, ke krmení —·—, —·—, boby —·— —·—, hrách Viktoria 15·—, 17·—, k vaření žlutý 12·—, 13·50, k vaření zelený 14·—, 17·—, ke krmení 10·—, 12·—, čočka 1913 20·—, 32·—.: [71, 166, 394, 207]
table-cell: 19.15: [1009, 888, 1033, 898]
column-4: [1109, 118, 1435, 1960]
base-icon: [1509, 700, 1783, 743]
table-row: [753, 239, 1094, 249]
table-cell: Cottony 36/42: [497, 1278, 556, 1287]
table-cell: elektrolyt: [755, 847, 795, 857]
torley-ad: [1450, 300, 1823, 762]
palma-ad: [1109, 1084, 1435, 1408]
market-paragraph: Slad po 50 kg: la 13·—, 13·25, Ila 12·—, 12·25. Brambory 50 kg: K jídlu 2·50, 3·—.: [71, 421, 394, 442]
table-cell: 68: [1022, 827, 1033, 837]
table-cell: 73.10: [1009, 847, 1033, 857]
table-cell: pod. dod.: [594, 1237, 633, 1247]
table-cell: 7·—: [1028, 260, 1045, 269]
section-title: Melasa.: [549, 676, 600, 690]
